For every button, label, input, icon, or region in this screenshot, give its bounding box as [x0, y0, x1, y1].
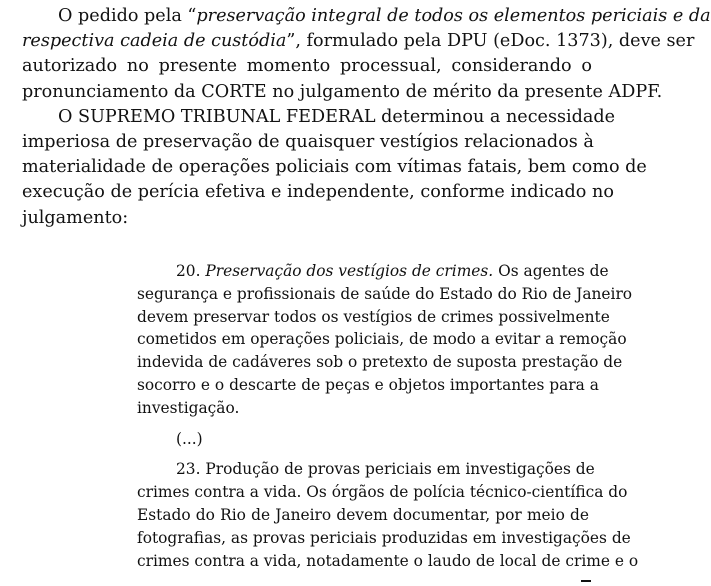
quote-line: crimes contra a vida. Os órgãos de polícia técnico-científica do [137, 483, 628, 502]
page-edge-mark [581, 580, 591, 582]
item-number: 20. [176, 262, 201, 280]
paragraph-dpu-request [22, 4, 711, 105]
italic-quote: preservação integral de todos os elementos periciais e da [196, 6, 711, 26]
italic-quote: respectiva cadeia de custódia [22, 31, 287, 52]
quote-line: cometidos em operações policiais, de modo a evitar a remoção [137, 330, 627, 349]
quote-line: socorro e o descarte de peças e objetos importantes para a [137, 375, 599, 394]
paragraph-line: julgamento: [22, 207, 129, 228]
quote-line [137, 260, 609, 283]
quote-line: investigação. [137, 398, 240, 417]
text-segment: O pedido pela “ [58, 6, 197, 26]
paragraph-line: materialidade de operações policiais com vítimas fatais, bem como de [22, 157, 647, 178]
paragraph-line [22, 4, 711, 29]
text-segment: Os agentes de [498, 262, 609, 280]
block-quote [137, 260, 639, 572]
quote-line: crimes contra a vida, notadamente o laudo de local de crime e o [137, 551, 639, 570]
quote-line: segurança e profissionais de saúde do Estado do Rio de Janeiro [137, 284, 633, 303]
item-title: Preservação dos vestígios de crimes. [205, 262, 494, 280]
paragraph-line: O SUPREMO TRIBUNAL FEDERAL determinou a necessidade [58, 106, 616, 127]
quote-item-23 [137, 458, 639, 572]
paragraph-line: execução de perícia efetiva e independente, conforme indicado no [22, 182, 614, 203]
paragraph-line: imperiosa de preservação de quaisquer vestígios relacionados à [22, 132, 594, 153]
paragraph-stf-determination [22, 105, 647, 231]
quote-item-20 [137, 260, 633, 420]
quote-line: 23. Produção de provas periciais em investigações de [176, 460, 595, 479]
main-text [22, 4, 711, 231]
quote-line: fotografias, as provas periciais produzidas em investigações de [137, 528, 631, 547]
quote-line: devem preservar todos os vestígios de crimes possivelmente [137, 307, 610, 326]
ellipsis: (...) [176, 429, 203, 448]
quote-line: indevida de cadáveres sob o pretexto de suposta prestação de [137, 353, 623, 372]
paragraph-line: autorizado no presente momento processual, considerando o [22, 56, 592, 77]
paragraph-line: pronunciamento da CORTE no julgamento de mérito da presente ADPF. [22, 81, 663, 102]
paragraph-line [22, 29, 695, 54]
quote-line: Estado do Rio de Janeiro devem documentar, por meio de [137, 505, 589, 524]
text-segment: ”, formulado pela DPU (eDoc. 1373), deve ser [286, 31, 695, 52]
